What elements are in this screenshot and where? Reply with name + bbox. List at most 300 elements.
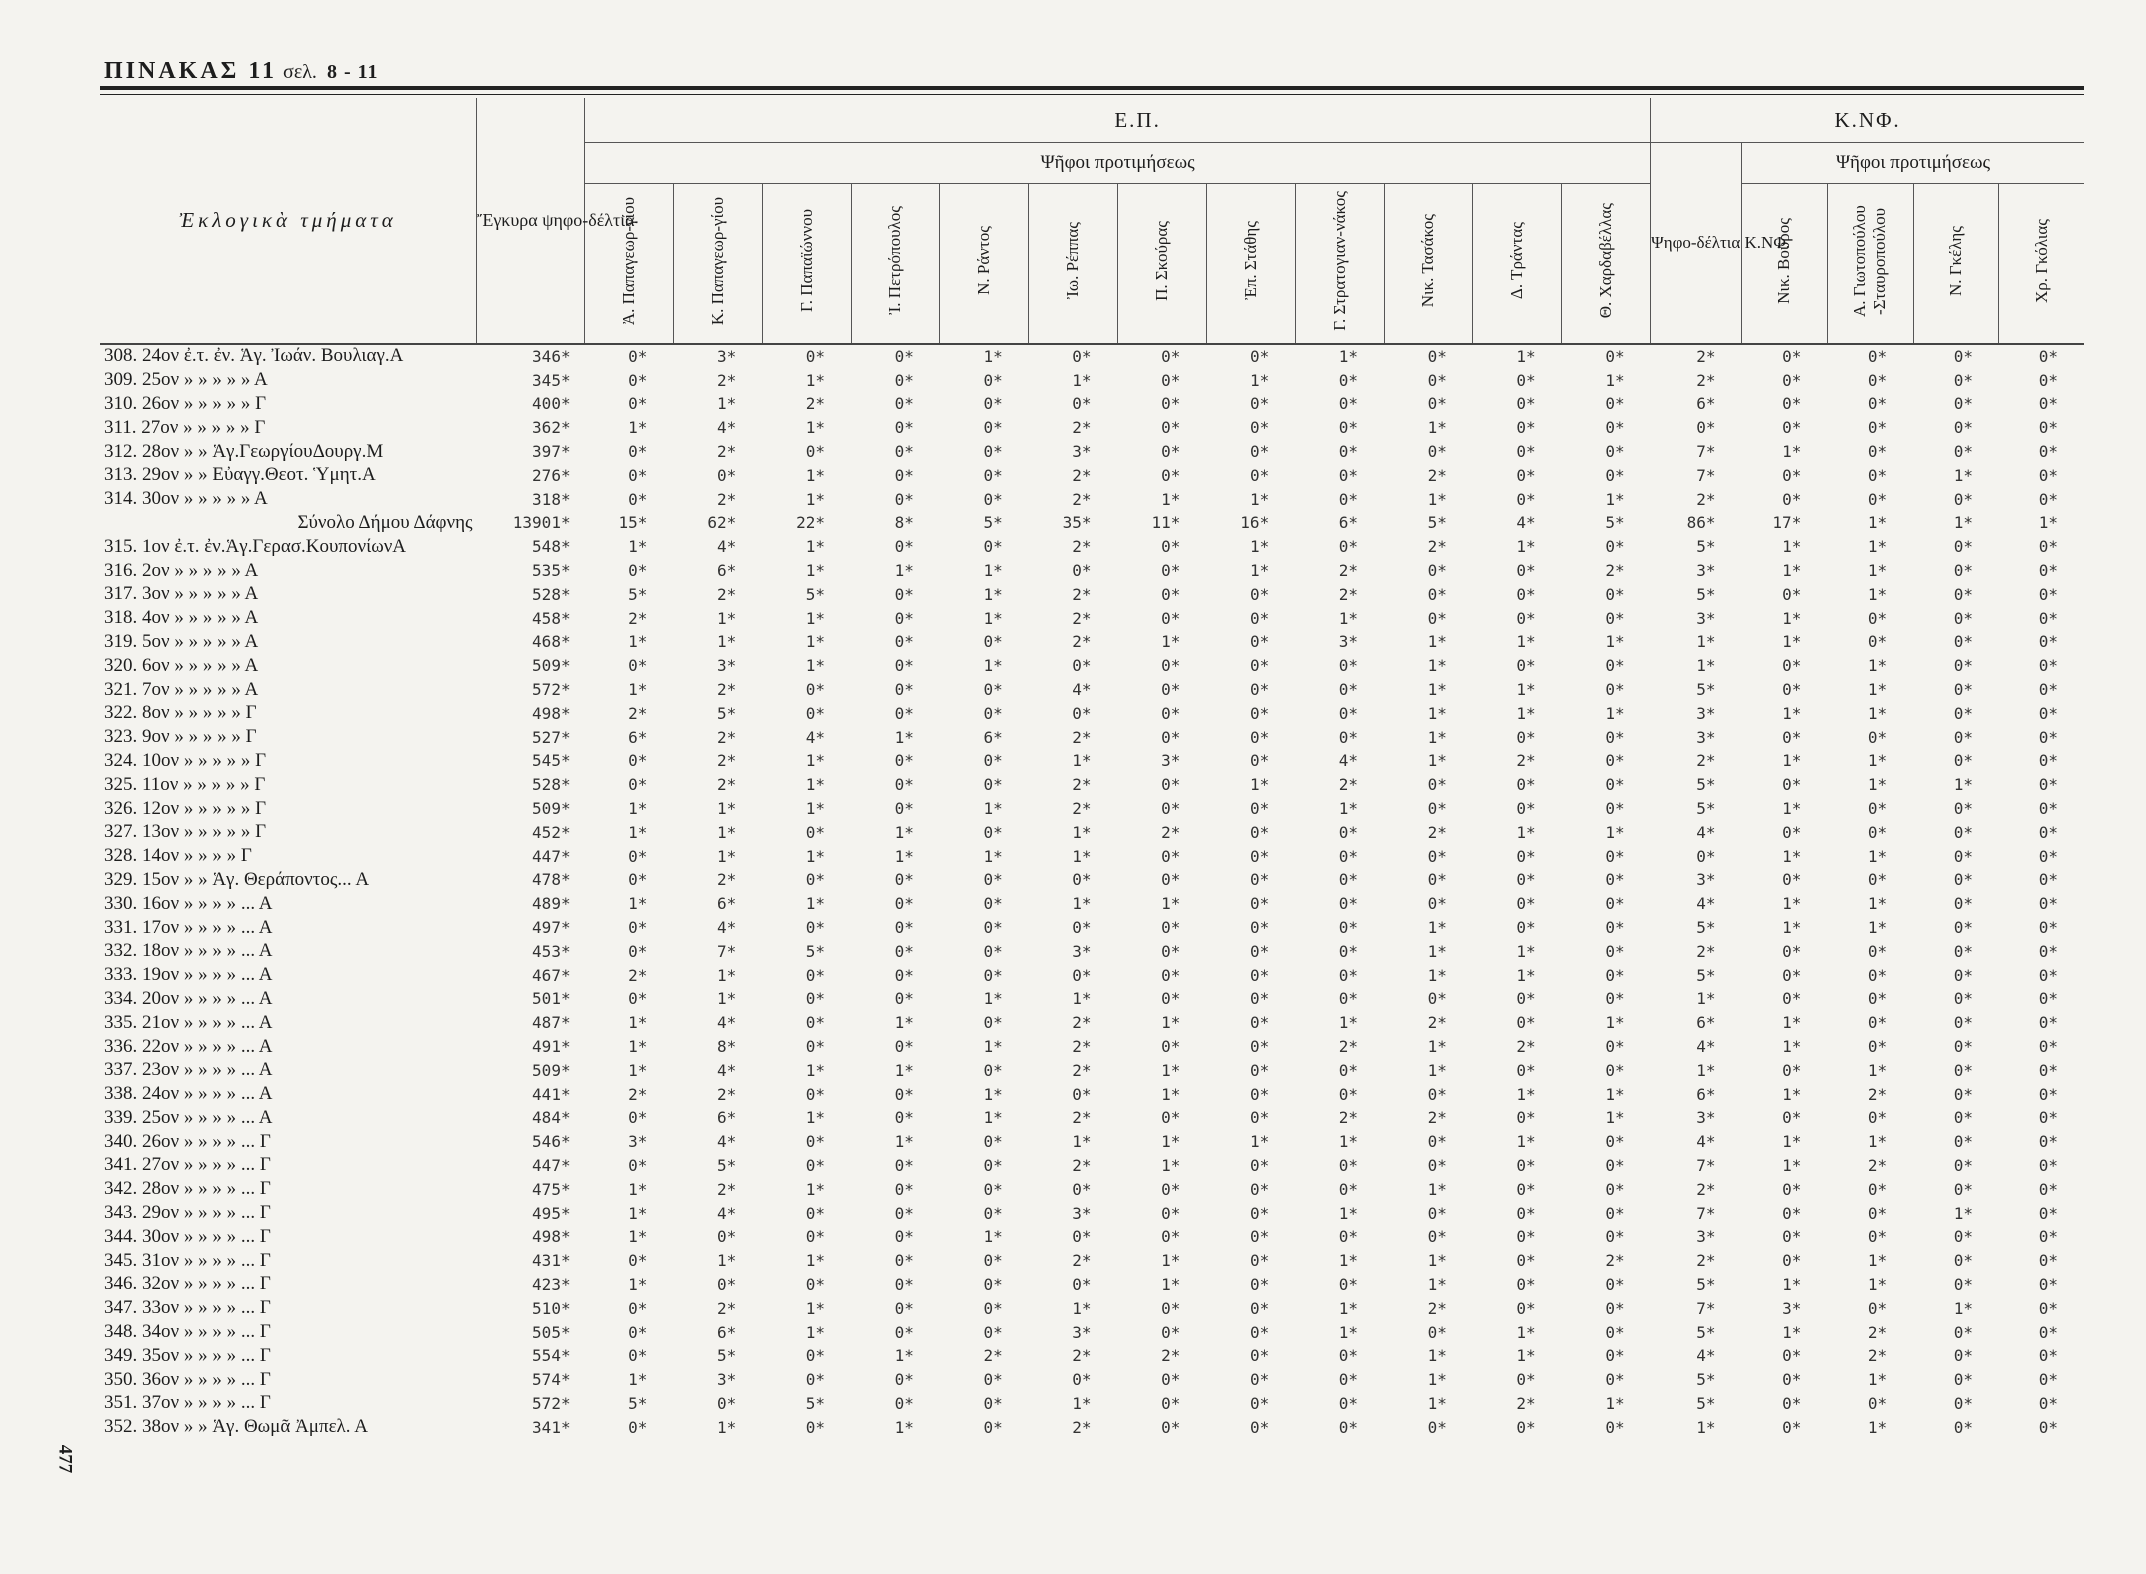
vote-cell: 2* (1867, 1084, 1888, 1104)
party-ep-header: Ε.Π. (585, 98, 1651, 143)
vote-cell: 4* (1338, 751, 1359, 771)
vote-cell: 0* (1249, 1251, 1270, 1271)
vote-cell: 0* (1072, 1084, 1092, 1104)
vote-cell: 0* (1605, 465, 1625, 485)
vote-cell: 0* (1249, 918, 1270, 938)
vote-cell: 0* (1953, 822, 1973, 842)
vote-cell: 1* (1953, 465, 1973, 485)
table-row (100, 630, 2084, 654)
vote-cell: 0* (1867, 989, 1888, 1009)
ep-candidate-header (1473, 184, 1562, 344)
vote-cell: 1* (1782, 632, 1802, 652)
valid-ballots-cell: 509* (532, 1060, 571, 1080)
vote-cell: 1* (1867, 775, 1888, 795)
vote-cell: 2* (1696, 751, 1716, 771)
vote-cell: 0* (2038, 775, 2058, 795)
vote-cell: 0* (1782, 727, 1802, 747)
vote-cell: 0* (1867, 799, 1888, 819)
vote-cell: 1* (1427, 727, 1447, 747)
vote-cell: 2* (1338, 561, 1359, 581)
vote-cell: 0* (1953, 394, 1973, 414)
ep-candidate-header (762, 184, 851, 344)
vote-cell: 0* (1782, 1179, 1802, 1199)
vote-cell: 1* (805, 846, 826, 866)
vote-cell: 0* (1782, 1060, 1802, 1080)
vote-cell: 1* (628, 799, 648, 819)
vote-cell: 0* (1953, 1251, 1973, 1271)
vote-cell: 1* (1338, 608, 1359, 628)
vote-cell: 2* (1427, 822, 1447, 842)
vote-cell: 0* (1516, 656, 1536, 676)
vote-cell: 0* (1249, 1013, 1270, 1033)
vote-cell: 0* (1867, 418, 1888, 438)
vote-cell: 0* (1953, 727, 1973, 747)
vote-cell: 0* (1953, 370, 1973, 390)
vote-cell: 1* (628, 680, 648, 700)
ep-candidate-header (1118, 184, 1207, 344)
vote-cell: 1* (716, 1417, 737, 1437)
vote-cell: 1* (1867, 584, 1888, 604)
vote-cell: 2* (1072, 537, 1092, 557)
vote-cell: 0* (1953, 989, 1973, 1009)
vote-cell: 0* (2038, 1037, 2058, 1056)
vote-cell: 22* (796, 513, 826, 533)
vote-cell: 0* (628, 1251, 648, 1271)
vote-cell: 1* (628, 1060, 648, 1080)
vote-cell: 15* (618, 513, 648, 533)
vote-cell: 1* (1867, 703, 1888, 723)
vote-cell: 0* (983, 465, 1003, 485)
vote-cell: 5* (1696, 775, 1716, 795)
vote-cell: 3* (628, 1132, 648, 1152)
vote-cell: 1* (716, 632, 737, 652)
table-row (100, 1344, 2084, 1368)
vote-cell: 1* (1605, 1013, 1625, 1033)
vote-cell: 0* (1605, 584, 1625, 604)
vote-cell: 0* (1338, 680, 1359, 700)
valid-ballots-cell: 453* (532, 941, 571, 961)
vote-cell: 1* (716, 846, 737, 866)
vote-cell: 0* (1338, 1417, 1359, 1437)
vote-cell: 0* (1338, 894, 1359, 914)
vote-cell: 0* (894, 799, 914, 819)
vote-cell: 1* (1516, 632, 1536, 652)
vote-cell: 0* (983, 632, 1003, 652)
vote-cell: 2* (1072, 1060, 1092, 1080)
vote-cell: 8* (894, 513, 914, 533)
vote-cell: 0* (1953, 1417, 1973, 1437)
vote-cell: 4* (716, 918, 737, 938)
valid-ballots-cell: 400* (532, 394, 571, 414)
vote-cell: 1* (1516, 703, 1536, 723)
vote-cell: 1* (1605, 489, 1625, 509)
vote-cell: 1* (628, 1037, 648, 1056)
vote-cell: 3* (1696, 608, 1716, 628)
vote-cell: 0* (1953, 870, 1973, 890)
table-row (100, 416, 2084, 440)
vote-cell: 1* (1427, 1346, 1447, 1366)
vote-cell: 0* (894, 1298, 914, 1318)
valid-ballots-cell: 498* (532, 703, 571, 723)
vote-cell: 1* (1249, 775, 1270, 795)
vote-cell: 0* (2038, 941, 2058, 961)
vote-cell: 0* (805, 346, 826, 366)
vote-cell: 3* (716, 1370, 737, 1390)
vote-cell: 0* (1867, 941, 1888, 961)
vote-cell: 35* (1062, 513, 1092, 533)
vote-cell: 0* (716, 1393, 737, 1413)
table-title: ΠΙΝΑΚΑΣ 11 (104, 58, 278, 84)
vote-cell: 0* (983, 1203, 1003, 1223)
vote-cell: 2* (628, 1084, 648, 1104)
vote-cell: 6* (716, 561, 737, 581)
vote-cell: 0* (1953, 489, 1973, 509)
vote-cell: 0* (1782, 489, 1802, 509)
vote-cell: 2* (716, 370, 737, 390)
vote-cell: 1* (894, 846, 914, 866)
vote-cell: 5* (1696, 799, 1716, 819)
vote-cell: 0* (1427, 608, 1447, 628)
vote-cell: 0* (805, 1227, 826, 1247)
vote-cell: 11* (1151, 513, 1181, 533)
vote-cell: 1* (805, 418, 826, 438)
vote-cell: 0* (1953, 1274, 1973, 1294)
vote-cell: 0* (628, 1155, 648, 1175)
vote-cell: 2* (1072, 489, 1092, 509)
vote-cell: 3* (1782, 1298, 1802, 1318)
side-page-number: 477 (54, 1444, 76, 1474)
vote-cell: 62* (707, 513, 737, 533)
vote-cell: 1* (1249, 489, 1270, 509)
valid-ballots-cell: 510* (532, 1298, 571, 1318)
section-label: 335. 21ον » » » » ... Α (104, 1011, 273, 1033)
vote-cell: 0* (1161, 656, 1181, 676)
vote-cell: 6* (628, 727, 648, 747)
vote-cell: 0* (1867, 1108, 1888, 1128)
vote-cell: 2* (1605, 1251, 1625, 1271)
vote-cell: 1* (983, 799, 1003, 819)
vote-cell: 0* (1161, 394, 1181, 414)
vote-cell: 0* (628, 370, 648, 390)
vote-cell: 1* (628, 1370, 648, 1390)
vote-cell: 0* (1161, 418, 1181, 438)
table-row (100, 1368, 2084, 1392)
valid-ballots-cell: 441* (532, 1084, 571, 1104)
vote-cell: 0* (1867, 1393, 1888, 1413)
vote-cell: 0* (2038, 751, 2058, 771)
vote-cell: 1* (1782, 537, 1802, 557)
table-row (100, 1011, 2084, 1035)
vote-cell: 0* (1249, 394, 1270, 414)
vote-cell: 0* (1072, 918, 1092, 938)
vote-cell: 1* (1782, 703, 1802, 723)
valid-ballots-cell: 535* (532, 561, 571, 581)
vote-cell: 1* (628, 1179, 648, 1199)
vote-cell: 0* (1953, 751, 1973, 771)
table-row (100, 868, 2084, 892)
vote-cell: 0* (1867, 489, 1888, 509)
vote-cell: 2* (1427, 537, 1447, 557)
vote-cell: 86* (1686, 513, 1716, 533)
vote-cell: 5* (805, 941, 826, 961)
vote-cell: 0* (1516, 1370, 1536, 1390)
vote-cell: 0* (1696, 846, 1716, 866)
vote-cell: 0* (1867, 965, 1888, 985)
vote-cell: 1* (1516, 1346, 1536, 1366)
vote-cell: 0* (1953, 1322, 1973, 1342)
vote-cell: 0* (1782, 1227, 1802, 1247)
vote-cell: 0* (2038, 680, 2058, 700)
vote-cell: 0* (1867, 442, 1888, 462)
table-row (100, 773, 2084, 797)
vote-cell: 0* (983, 965, 1003, 985)
vote-cell: 0* (894, 775, 914, 795)
vote-cell: 0* (1249, 965, 1270, 985)
vote-cell: 0* (805, 989, 826, 1009)
vote-cell: 0* (1516, 584, 1536, 604)
vote-cell: 0* (1427, 1322, 1447, 1342)
vote-cell: 0* (1338, 1155, 1359, 1175)
vote-cell: 1* (1072, 894, 1092, 914)
vote-cell: 0* (983, 941, 1003, 961)
valid-ballots-cell: 572* (532, 1393, 571, 1413)
vote-cell: 0* (894, 489, 914, 509)
vote-cell: 0* (1516, 870, 1536, 890)
vote-cell: 0* (628, 656, 648, 676)
valid-ballots-cell: 527* (532, 727, 571, 747)
vote-cell: 0* (628, 442, 648, 462)
vote-cell: 2* (1516, 1037, 1536, 1056)
vote-cell: 0* (1516, 775, 1536, 795)
valid-ballots-cell: 491* (532, 1037, 571, 1056)
vote-cell: 0* (1161, 584, 1181, 604)
vote-cell: 1* (1072, 370, 1092, 390)
vote-cell: 1* (1338, 799, 1359, 819)
vote-cell: 0* (894, 918, 914, 938)
vote-cell: 0* (1782, 1370, 1802, 1390)
knf-candidate-name: Ν. Γκέλης (1946, 225, 1966, 296)
vote-cell: 0* (1953, 703, 1973, 723)
ep-candidate-name: Ν. Ράντος (974, 226, 994, 296)
vote-cell: 1* (805, 1298, 826, 1318)
vote-cell: 0* (1605, 965, 1625, 985)
vote-cell: 1* (805, 465, 826, 485)
vote-cell: 1* (628, 537, 648, 557)
vote-cell: 1* (1782, 1322, 1802, 1342)
vote-cell: 0* (1516, 1203, 1536, 1223)
vote-cell: 0* (1782, 370, 1802, 390)
vote-cell: 0* (1953, 1084, 1973, 1104)
vote-cell: 0* (1782, 822, 1802, 842)
vote-cell: 1* (1605, 1393, 1625, 1413)
vote-cell: 0* (1605, 799, 1625, 819)
section-label: 337. 23ον » » » » ... Α (104, 1059, 273, 1081)
table-row (100, 392, 2084, 416)
ep-candidate-name: Γ. Στρατογιαν-νάκος (1329, 190, 1349, 331)
vote-cell: 1* (1338, 1298, 1359, 1318)
vote-cell: 0* (1161, 1203, 1181, 1223)
vote-cell: 0* (1867, 608, 1888, 628)
vote-cell: 0* (1605, 941, 1625, 961)
knf-preference-header: Ψῆφοι προτιμήσεως (1742, 143, 2084, 184)
vote-cell: 0* (1427, 1084, 1447, 1104)
valid-ballots-cell: 346* (532, 346, 571, 366)
vote-cell: 6* (1696, 394, 1716, 414)
vote-cell: 1* (1161, 1274, 1181, 1294)
vote-cell: 0* (1249, 1179, 1270, 1199)
vote-cell: 1* (1782, 561, 1802, 581)
vote-cell: 0* (1161, 1227, 1181, 1247)
vote-cell: 0* (894, 418, 914, 438)
vote-cell: 0* (628, 751, 648, 771)
vote-cell: 0* (1953, 418, 1973, 438)
vote-cell: 0* (2038, 822, 2058, 842)
vote-cell: 1* (1782, 918, 1802, 938)
vote-cell: 0* (2038, 537, 2058, 557)
vote-cell: 0* (1867, 1037, 1888, 1056)
vote-cell: 0* (628, 775, 648, 795)
valid-ballots-cell: 505* (532, 1322, 571, 1342)
vote-cell: 0* (1516, 1108, 1536, 1128)
vote-cell: 0* (894, 680, 914, 700)
valid-ballots-cell: 452* (532, 822, 571, 842)
vote-cell: 2* (716, 870, 737, 890)
knf-candidate-name: Χρ. Γκόλιας (2031, 218, 2051, 303)
vote-cell: 0* (894, 703, 914, 723)
vote-cell: 0* (894, 1108, 914, 1128)
vote-cell: 2* (1161, 822, 1181, 842)
vote-cell: 5* (1696, 537, 1716, 557)
knf-candidate-header (1999, 184, 2084, 344)
vote-cell: 1* (1782, 1084, 1802, 1104)
vote-cell: 0* (2038, 1203, 2058, 1223)
vote-cell: 0* (983, 394, 1003, 414)
section-label: 347. 33ον » » » » ... Γ (104, 1297, 271, 1319)
vote-cell: 2* (716, 727, 737, 747)
vote-cell: 2* (1072, 1251, 1092, 1271)
vote-cell: 0* (983, 918, 1003, 938)
vote-cell: 1* (1338, 1132, 1359, 1152)
vote-cell: 4* (1696, 822, 1716, 842)
vote-cell: 1* (628, 632, 648, 652)
vote-cell: 1* (1072, 751, 1092, 771)
vote-cell: 0* (2038, 1227, 2058, 1247)
vote-cell: 0* (2038, 965, 2058, 985)
section-label: 332. 18ον » » » » ... Α (104, 940, 273, 962)
vote-cell: 0* (1161, 1179, 1181, 1199)
vote-cell: 0* (1605, 918, 1625, 938)
vote-cell: 2* (1072, 1037, 1092, 1056)
vote-cell: 0* (983, 680, 1003, 700)
vote-cell: 0* (1516, 394, 1536, 414)
vote-cell: 3* (1072, 1322, 1092, 1342)
vote-cell: 0* (983, 751, 1003, 771)
vote-cell: 1* (1696, 656, 1716, 676)
vote-cell: 1* (716, 965, 737, 985)
table-row (100, 797, 2084, 821)
vote-cell: 3* (1072, 941, 1092, 961)
vote-cell: 0* (1338, 1227, 1359, 1247)
vote-cell: 17* (1772, 513, 1802, 533)
vote-cell: 0* (1516, 608, 1536, 628)
vote-cell: 1* (1867, 846, 1888, 866)
vote-cell: 0* (1249, 680, 1270, 700)
section-label: 317. 3ον » » » » » Α (104, 583, 259, 605)
vote-cell: 4* (805, 727, 826, 747)
vote-cell: 2* (1867, 1322, 1888, 1342)
vote-cell: 0* (1516, 894, 1536, 914)
vote-cell: 3* (1161, 751, 1181, 771)
vote-cell: 0* (1516, 1013, 1536, 1033)
vote-cell: 0* (1953, 442, 1973, 462)
vote-cell: 5* (1696, 918, 1716, 938)
vote-cell: 0* (1427, 561, 1447, 581)
section-label: 327. 13ον » » » » » Γ (104, 821, 267, 843)
vote-cell: 0* (894, 894, 914, 914)
section-label: 339. 25ον » » » » ... Α (104, 1106, 273, 1128)
vote-cell: 0* (983, 370, 1003, 390)
vote-cell: 1* (1427, 680, 1447, 700)
vote-cell: 1* (1161, 489, 1181, 509)
vote-cell: 0* (1338, 1346, 1359, 1366)
section-label: 346. 32ον » » » » ... Γ (104, 1273, 271, 1295)
vote-cell: 1* (1867, 656, 1888, 676)
vote-cell: 1* (628, 1203, 648, 1223)
vote-cell: 2* (1696, 346, 1716, 366)
valid-ballots-cell: 554* (532, 1346, 571, 1366)
vote-cell: 0* (2038, 656, 2058, 676)
vote-cell: 1* (1516, 346, 1536, 366)
vote-cell: 0* (983, 1393, 1003, 1413)
vote-cell: 0* (1516, 370, 1536, 390)
vote-cell: 0* (1605, 1274, 1625, 1294)
vote-cell: 0* (894, 1155, 914, 1175)
vote-cell: 0* (1249, 1274, 1270, 1294)
vote-cell: 2* (1427, 1013, 1447, 1033)
section-label: 333. 19ον » » » » ... Α (104, 964, 273, 986)
vote-cell: 1* (716, 989, 737, 1009)
vote-cell: 0* (894, 1203, 914, 1223)
vote-cell: 0* (1782, 680, 1802, 700)
vote-cell: 0* (1249, 727, 1270, 747)
vote-cell: 1* (1605, 1108, 1625, 1128)
valid-ballots-cell: 431* (532, 1251, 571, 1271)
vote-cell: 0* (1427, 894, 1447, 914)
vote-cell: 1* (1867, 1060, 1888, 1080)
ep-candidate-header (1384, 184, 1473, 344)
vote-cell: 3* (716, 656, 737, 676)
valid-ballots-cell: 495* (532, 1203, 571, 1223)
vote-cell: 0* (628, 870, 648, 890)
vote-cell: 5* (1427, 513, 1447, 533)
vote-cell: 0* (1605, 394, 1625, 414)
vote-cell: 2* (983, 1346, 1003, 1366)
vote-cell: 0* (1867, 346, 1888, 366)
vote-cell: 1* (1867, 680, 1888, 700)
vote-cell: 5* (1696, 1393, 1716, 1413)
section-label: 312. 28ον » » Ἁγ.ΓεωργίουΔουργ.Μ (104, 440, 384, 462)
vote-cell: 0* (2038, 799, 2058, 819)
section-label: 349. 35ον » » » » ... Γ (104, 1344, 271, 1366)
vote-cell: 0* (2038, 1108, 2058, 1128)
vote-cell: 0* (2038, 442, 2058, 462)
vote-cell: 4* (716, 1060, 737, 1080)
vote-cell: 0* (1249, 1346, 1270, 1366)
vote-cell: 0* (805, 1417, 826, 1437)
vote-cell: 2* (1072, 608, 1092, 628)
vote-cell: 0* (1605, 1227, 1625, 1247)
vote-cell: 5* (716, 703, 737, 723)
